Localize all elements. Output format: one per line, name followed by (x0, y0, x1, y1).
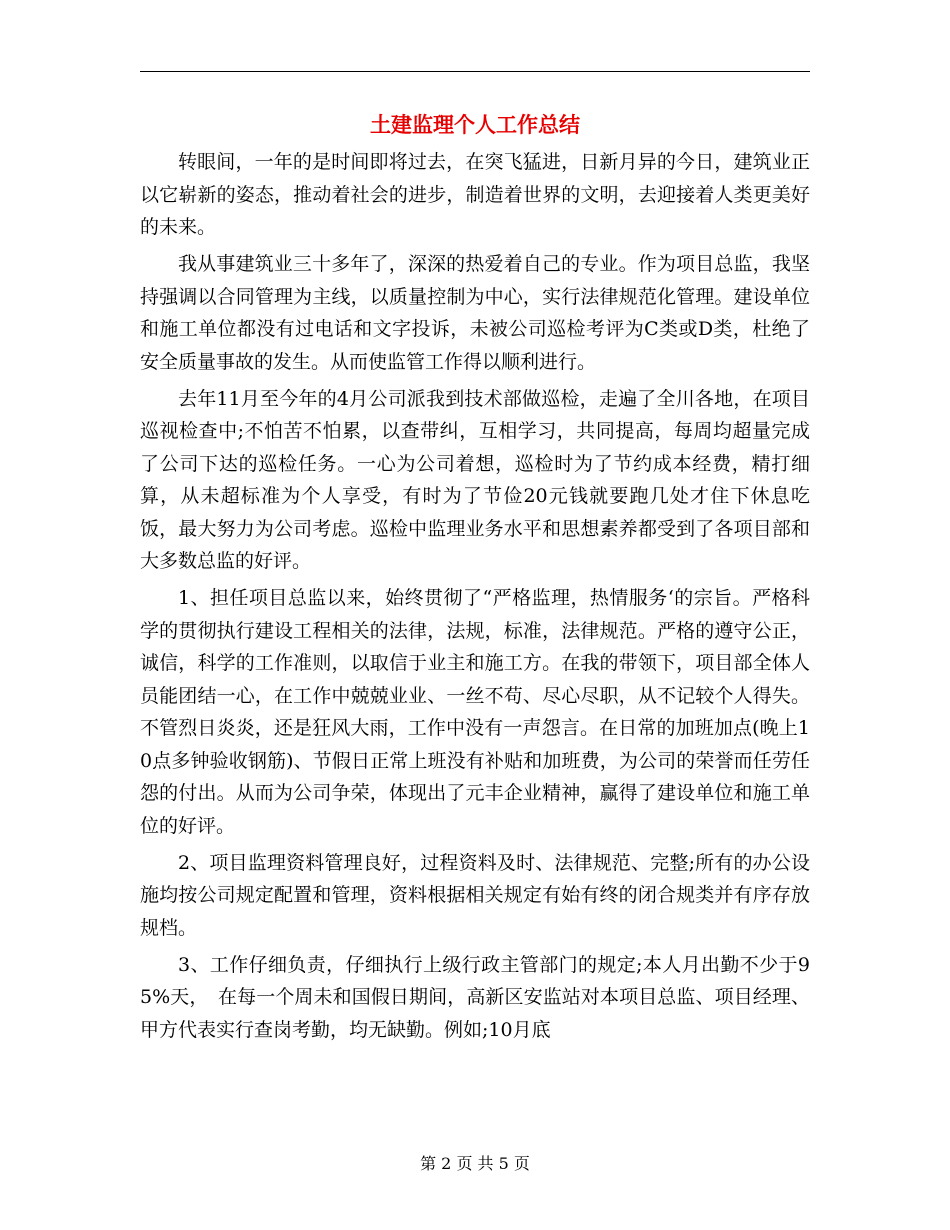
document-body (140, 146, 810, 1051)
paragraph-intro: 转眼间，一年的是时间即将过去，在突飞猛进，日新月异的今日，建筑业正以它崭新的姿态，推动着社会的进步，制造着世界的文明，去迎接着人类更美好的未来。 (140, 151, 810, 238)
document-title: 土建监理个人工作总结 (370, 112, 580, 137)
header-rule (140, 71, 810, 72)
paragraph-item-2: 2、项目监理资料管理良好，过程资料及时、法律规范、完整;所有的办公设施均按公司规定配置和管理，资料根据相关规定有始有终的闭合规类并有序存放规档。 (140, 851, 810, 939)
paragraph-inspection: 去年11月至今年的4月公司派我到技术部做巡检，走遍了全川各地，在项目巡视检查中;不怕苦不怕累，以查带纠，互相学习，共同提高，每周均超量完成了公司下达的巡检任务。一心为公司着想，巡检时为了节约成本经费，精打细算，从未超标准为个人享受，有时为了节俭20元钱就要跑几处才住下休息吃饭，最大努力为公司考虑。巡检中监理业务水平和思想素养都受到了各项目部和大多数总监的好评。 (140, 387, 810, 572)
paragraph-item-3: 3、工作仔细负责，仔细执行上级行政主管部门的规定;本人月出勤不少于95%天， 在每一个周未和国假日期间，高新区安监站对本项目总监、项目经理、甲方代表实行查岗考勤，均无缺勤。例如;10月底 (140, 953, 810, 1041)
page-number: 第 2 页 共 5 页 (420, 1154, 530, 1173)
paragraph-item-1: 1、担任项目总监以来，始终贯彻了“严格监理，热情服务‘的宗旨。严格科学的贯彻执行建设工程相关的法律，法规，标准，法律规范。严格的遵守公正，诚信，科学的工作准则，以取信于业主和施工方。在我的带领下，项目部全体人员能团结一心，在工作中兢兢业业、一丝不苟、尽心尽职，从不记较个人得失。不管烈日炎炎，还是狂风大雨，工作中没有一声怨言。在日常的加班加点(晚上10点多钟验收钢筋)、节假日正常上班没有补贴和加班费，为公司的荣誉而任劳任怨的付出。从而为公司争荣，体现出了元丰企业精神，赢得了建设单位和施工单位的好评。 (140, 587, 810, 837)
paragraph-career: 我从事建筑业三十多年了，深深的热爱着自己的专业。作为项目总监，我坚持强调以合同管理为主线，以质量控制为中心，实行法律规范化管理。建设单位和施工单位都没有过电话和文字投诉，未被公司巡检考评为C类或D类，杜绝了安全质量事故的发生。从而使监管工作得以顺利进行。 (140, 253, 810, 373)
